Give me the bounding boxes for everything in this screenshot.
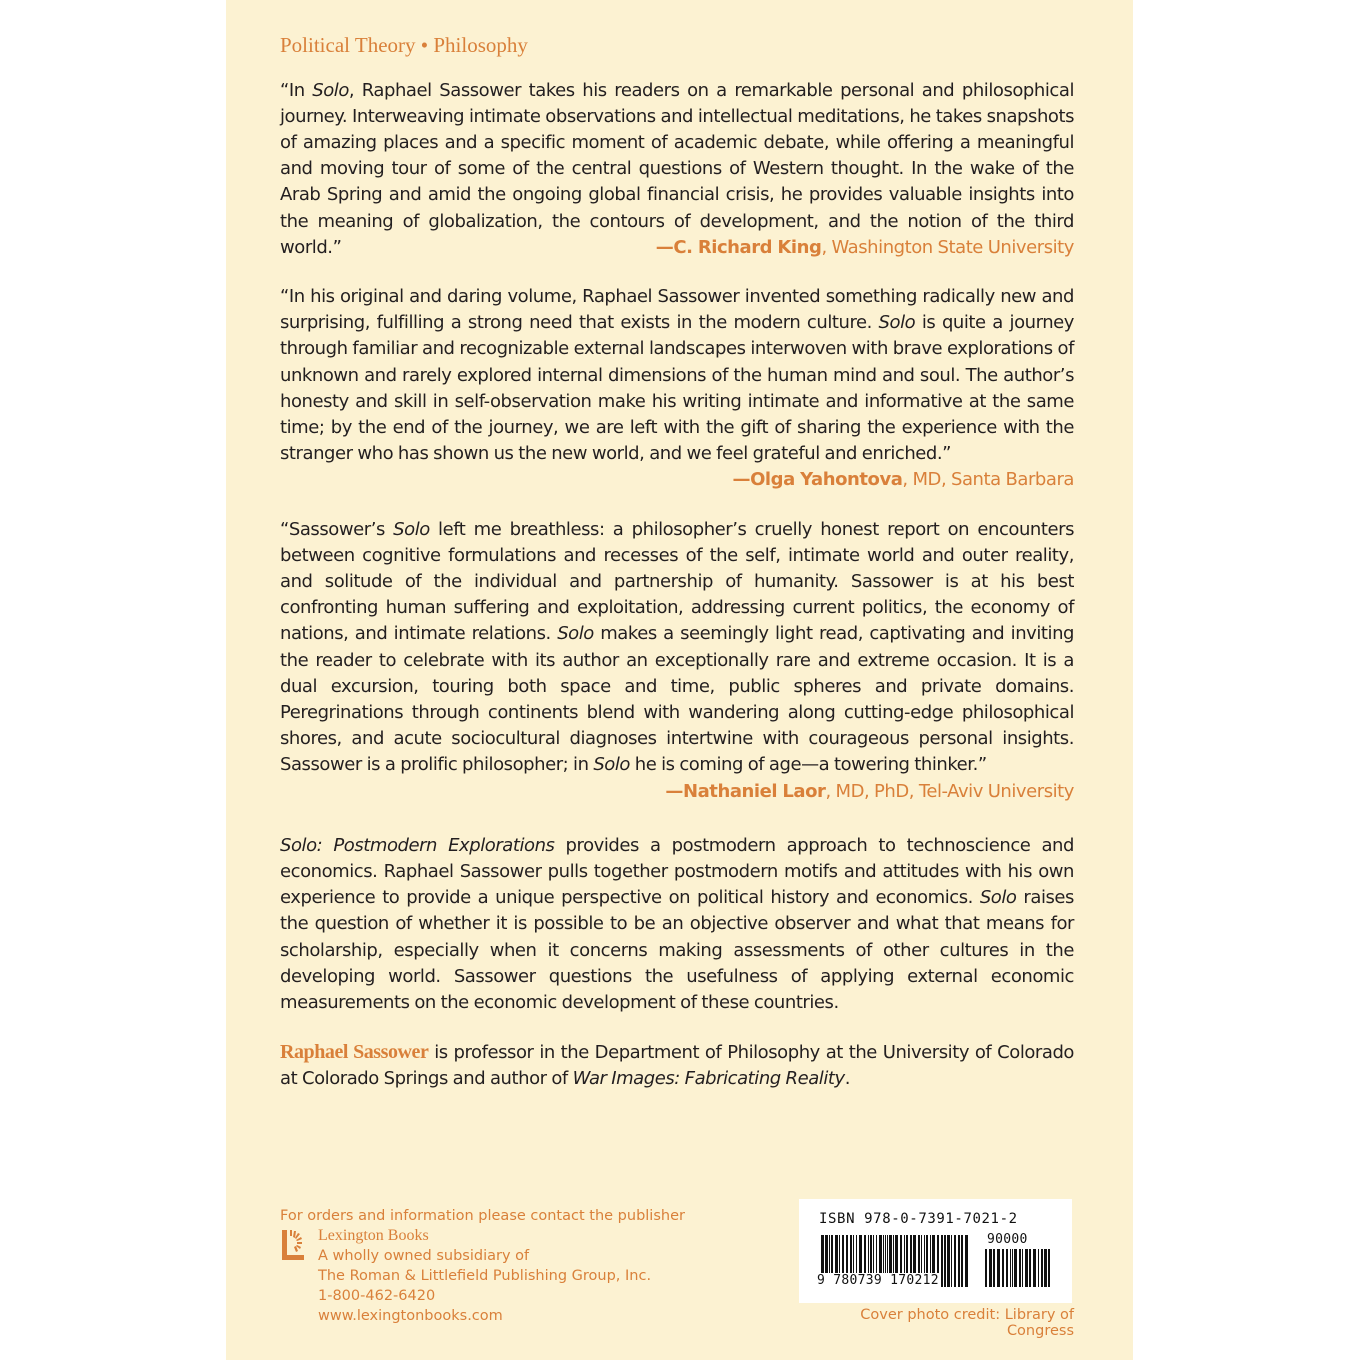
- text-run: “Sassower’s: [280, 518, 394, 540]
- italic-title: Solo: [593, 754, 630, 776]
- italic-title: Solo: Postmodern Explorations: [280, 834, 555, 856]
- author-bio-end: .: [844, 1068, 850, 1090]
- barcode-bar: [1006, 1249, 1008, 1287]
- publisher-row: [280, 1226, 685, 1326]
- barcode-bar: [958, 1235, 960, 1287]
- barcode-bar: [1010, 1249, 1011, 1287]
- publisher-contact: For orders and information please contact the publisher: [280, 1208, 685, 1224]
- text-run: , Raphael Sassower takes his readers on a remarkable personal and philosophical journey. Interweaving intimate observations and intellectual meditations, he takes snapshots of amazing places and a specific moment of academic debate, while offering a meaningful and moving tour of some of the central questions of Western thought. In the wake of the Arab Spring and amid the ongoing global financial crisis, he provides valuable insights into the meaning of globalization, the contours of development, and the notion of the third world.”: [280, 79, 1074, 258]
- attribution-name: C. Richard King: [673, 236, 822, 258]
- barcode-bar: [1025, 1249, 1028, 1287]
- blurb-text: [280, 519, 1074, 776]
- blurb-attribution: [665, 779, 1074, 805]
- author-bio: [280, 1039, 1074, 1092]
- isbn-barcode: [799, 1199, 1072, 1303]
- text-run: raises the question of whether it is possible to be an objective observer and what that means for scholarship, especially when it concerns making assessments of other cultures in the developing world. Sassower questions the usefulness of applying external economic measurements on the economic development of these countries.: [280, 887, 1074, 1013]
- barcode-bar: [985, 1249, 987, 1287]
- blurb-text: [280, 80, 1074, 258]
- photo-credit: Cover photo credit: Library of Congress: [860, 1307, 1074, 1339]
- cover-content: [280, 30, 1074, 1116]
- author-bio-text: is professor in the Department of Philosophy at the University of Colorado at Colorado Springs and author of: [280, 1042, 1074, 1090]
- text-run: left me breathless: a philosopher’s cruelly honest report on encounters between cognitive formulations and recesses of the self, intimate world and outer reality, and solitude of the individual and partnership of humanity. Sassower is at his best confronting human suffering and exploitation, addressing current politics, the economy of nations, and intimate relations.: [280, 518, 1074, 645]
- barcode-bar: [961, 1235, 963, 1287]
- category-label: Political Theory • Philosophy: [280, 33, 528, 57]
- author-name: Raphael Sassower: [280, 1041, 429, 1064]
- addon-digits: 90000: [987, 1232, 1028, 1247]
- publisher-phone: 1-800-462-6420: [318, 1288, 436, 1304]
- lexington-logo-icon: [280, 1226, 308, 1262]
- italic-title: Solo: [557, 623, 594, 645]
- barcode-bar: [947, 1235, 950, 1287]
- attribution-name: —: [655, 236, 674, 258]
- barcode-bar: [1033, 1249, 1036, 1287]
- barcode-bar: [941, 1235, 943, 1287]
- barcode-bar: [997, 1249, 1000, 1287]
- barcode-bar: [965, 1235, 968, 1287]
- italic-title: Solo: [979, 887, 1017, 909]
- publisher-parent: The Roman & Littlefield Publishing Group, Inc.: [318, 1268, 652, 1284]
- text-run: provides a postmodern approach to technoscience and economics. Raphael Sassower pulls together postmodern motifs and attitudes with his own experience to provide a unique perspective on political history and economics.: [280, 834, 1074, 909]
- publisher-subsidiary: A wholly owned subsidiary of: [318, 1248, 530, 1264]
- barcode-bar: [1002, 1249, 1004, 1287]
- publisher-details: [318, 1226, 651, 1326]
- addon-barcode-icon: [985, 1249, 1051, 1287]
- blurb-text: [280, 286, 1074, 464]
- barcode-bar: [1041, 1249, 1043, 1287]
- text-run: makes a seemingly light read, captivating and inviting the reader to celebrate with its author an exceptionally rare and extreme occasion. It is a dual excursion, touring both space and time, public spheres and private domains. Peregrinations through continents blend with wandering along cutting-edge philosophical shores, and acute sociocultural diagnoses intertwine with courageous personal insights. Sassower is a prolific philosopher; in: [280, 623, 1075, 776]
- isbn-text: ISBN 978-0-7391-7021-2: [819, 1211, 1018, 1227]
- book-description: [280, 833, 1074, 1016]
- barcode-bar: [1038, 1249, 1039, 1287]
- barcode-bar: [1014, 1249, 1017, 1287]
- italic-title: Solo: [878, 312, 916, 334]
- barcode-bar: [954, 1235, 956, 1287]
- blurb-quote: [280, 284, 1074, 494]
- barcode-bar: [1029, 1249, 1031, 1287]
- blurb-attribution: [733, 467, 1074, 493]
- attribution-affiliation: , MD, Santa Barbara: [902, 469, 1074, 491]
- barcode-bar: [1012, 1249, 1013, 1287]
- barcode-bar: [1048, 1249, 1050, 1287]
- ean-digits: 9 780739 170212: [817, 1273, 939, 1288]
- barcode-bar: [944, 1235, 946, 1287]
- publisher-info: [280, 1206, 685, 1326]
- barcode-bar: [1019, 1249, 1021, 1287]
- attribution-name: Olga Yahontova: [750, 469, 903, 491]
- barcode-bar: [1022, 1249, 1023, 1287]
- barcode-bar: [1044, 1249, 1047, 1287]
- barcode-bar: [951, 1235, 952, 1287]
- author-book-title: War Images: Fabricating Reality: [572, 1068, 845, 1090]
- book-back-cover: [226, 0, 1133, 1360]
- blurb-quote: [280, 517, 1074, 805]
- attribution-affiliation: , MD, PhD, Tel-Aviv University: [825, 780, 1074, 802]
- blurb-attribution: [656, 235, 1074, 261]
- text-run: he is coming of age—a towering thinker.”: [629, 754, 987, 776]
- barcode-bar: [993, 1249, 995, 1287]
- publisher-name: Lexington Books: [318, 1227, 429, 1244]
- italic-title: Solo: [393, 518, 430, 540]
- blurb-quote: [280, 78, 1074, 261]
- text-run: is quite a journey through familiar and recognizable external landscapes interwoven with brave explorations of unknown and rarely explored internal dimensions of the human mind and soul. The author’s honesty and skill in self-observation make his writing intimate and informative at the same time; by the end of the journey, we are left with the gift of sharing the experience with the stranger who has shown us the new world, and we feel grateful and enriched.”: [280, 312, 1075, 465]
- publisher-website: www.lexingtonbooks.com: [318, 1308, 503, 1324]
- attribution-affiliation: , Washington State University: [821, 236, 1074, 258]
- attribution-name: —: [732, 469, 751, 491]
- barcode-bar: [989, 1249, 992, 1287]
- text-run: “In his original and daring volume, Raphael Sassower invented something radically new and surprising, fulfilling a strong need that exists in the modern culture.: [280, 285, 1074, 334]
- italic-title: Solo: [312, 79, 349, 101]
- attribution-name: —: [665, 780, 683, 802]
- text-run: “In: [280, 79, 313, 101]
- attribution-name: Nathaniel Laor: [682, 780, 826, 802]
